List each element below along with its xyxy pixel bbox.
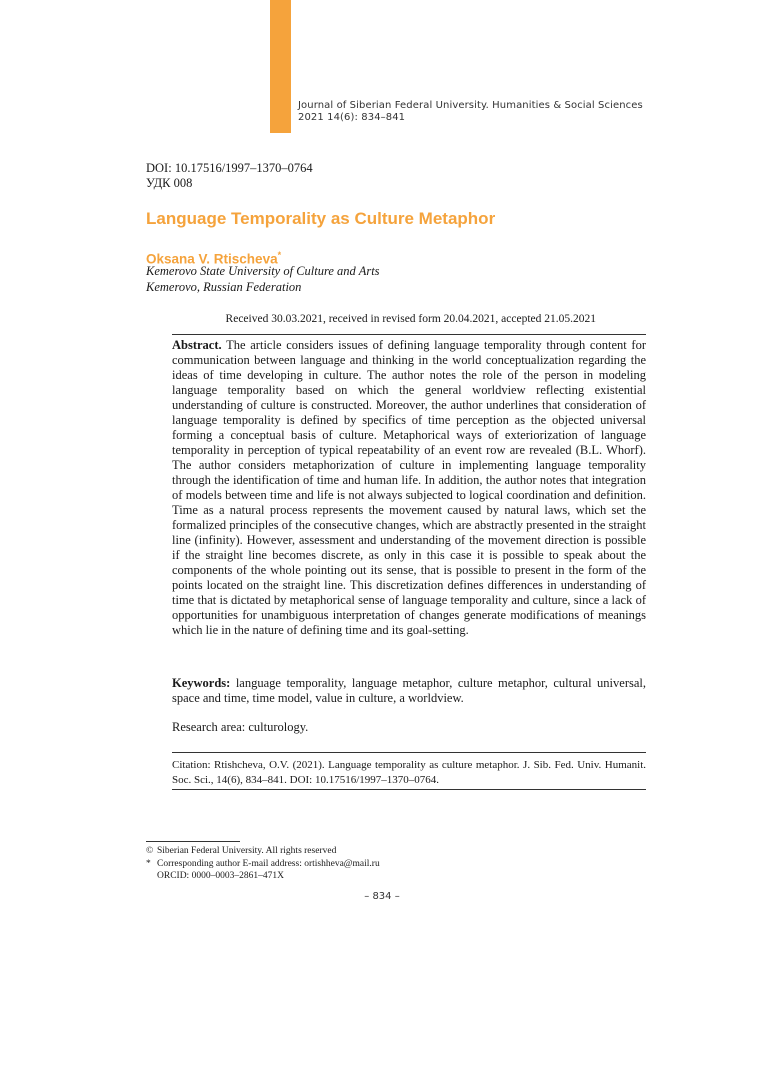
footnote-text: Corresponding author E-mail address: ortishheva@mail.ru [157, 858, 380, 869]
keywords [172, 676, 646, 706]
citation-top-rule [172, 752, 646, 753]
citation-bottom-rule [172, 789, 646, 790]
footnote-copyright [146, 845, 380, 858]
doi: DOI: 10.17516/1997–1370–0764 [146, 161, 313, 175]
keywords-text: language temporality, language metaphor, culture metaphor, cultural universal, space and time, time model, value in culture, a worldview. [172, 676, 646, 705]
author-name: Oksana V. Rtischeva [146, 251, 278, 267]
journal-header [298, 100, 643, 124]
citation: Citation: Rtishcheva, O.V. (2021). Language temporality as culture metaphor. J. Sib. Fed. Univ. Humanit. Soc. Sci., 14(6), 834–841. DOI: 10.17516/1997–1370–0764. [172, 759, 646, 786]
footnote-text: Siberian Federal University. All rights reserved [157, 846, 337, 856]
abstract-top-rule [172, 334, 646, 335]
affiliation-institution: Kemerovo State University of Culture and Arts [146, 264, 380, 278]
author-mark: * [277, 250, 282, 260]
journal-name: Journal of Siberian Federal University. Humanities & Social Sciences [298, 100, 643, 111]
footnote-mark: © [146, 846, 154, 856]
udk: УДК 008 [146, 176, 193, 190]
footnote-rule [146, 841, 240, 842]
journal-accent-bar [270, 0, 291, 133]
abstract [172, 338, 646, 638]
footnote-orcid [146, 870, 380, 883]
footnotes [146, 845, 380, 883]
abstract-label: Abstract. [172, 338, 222, 352]
affiliation [146, 264, 380, 295]
article-title: Language Temporality as Culture Metaphor [146, 209, 496, 228]
journal-issue: 2021 14(6): 834–841 [298, 112, 406, 123]
abstract-text: The article considers issues of defining language temporality through content for communication between language and thinking in the world conceptualization regarding the ideas of time developing in culture. The author notes the role of the person in modeling language temporality based on which the general worldview reflecting existential understanding of culture is constructed. Moreover, the author underlines that consideration of language temporality is defined by specifics of time perception as the objected universal forming a conceptual basis of culture. Metaphorical ways of exteriorization of language temporality in perception of typical repeatability of an event row are revealed (B.L. Whorf). The author considers metaphorization of culture in implementing language temporality through the identification of time and human life. In addition, the author notes that integration of models between time and life is not always subjected to logical coordination and definition. Time as a natural process represents the movement caused by natural laws, which set the formalized principles of the consecutive changes, which are abstractly presented in the straight line (infinity). However, assessment and understanding of the movement direction is possible if the straight line becomes discrete, as only in this case it is possible to speak about the components of the whole pointing out its sense, that is possible to present in the form of the points located on the straight line. This discretization defines differences in understanding of time that is dictated by metaphorical sense of language temporality and culture, since a lack of opportunities for unambiguous interpretation of changes generate modifications of meanings which lie in the nature of defining time and its goal-setting. [172, 338, 646, 637]
affiliation-location: Kemerovo, Russian Federation [146, 279, 302, 294]
doi-block [146, 161, 313, 191]
research-area: Research area: culturology. [172, 720, 309, 734]
footnote-email [146, 858, 380, 871]
keywords-label: Keywords: [172, 676, 231, 690]
page-number: – 834 – [364, 891, 400, 902]
received-dates: Received 30.03.2021, received in revised form 20.04.2021, accepted 21.05.2021 [225, 313, 596, 325]
footnote-text: ORCID: 0000–0003–2861–471X [157, 871, 284, 881]
footnote-mark: * [146, 858, 151, 869]
